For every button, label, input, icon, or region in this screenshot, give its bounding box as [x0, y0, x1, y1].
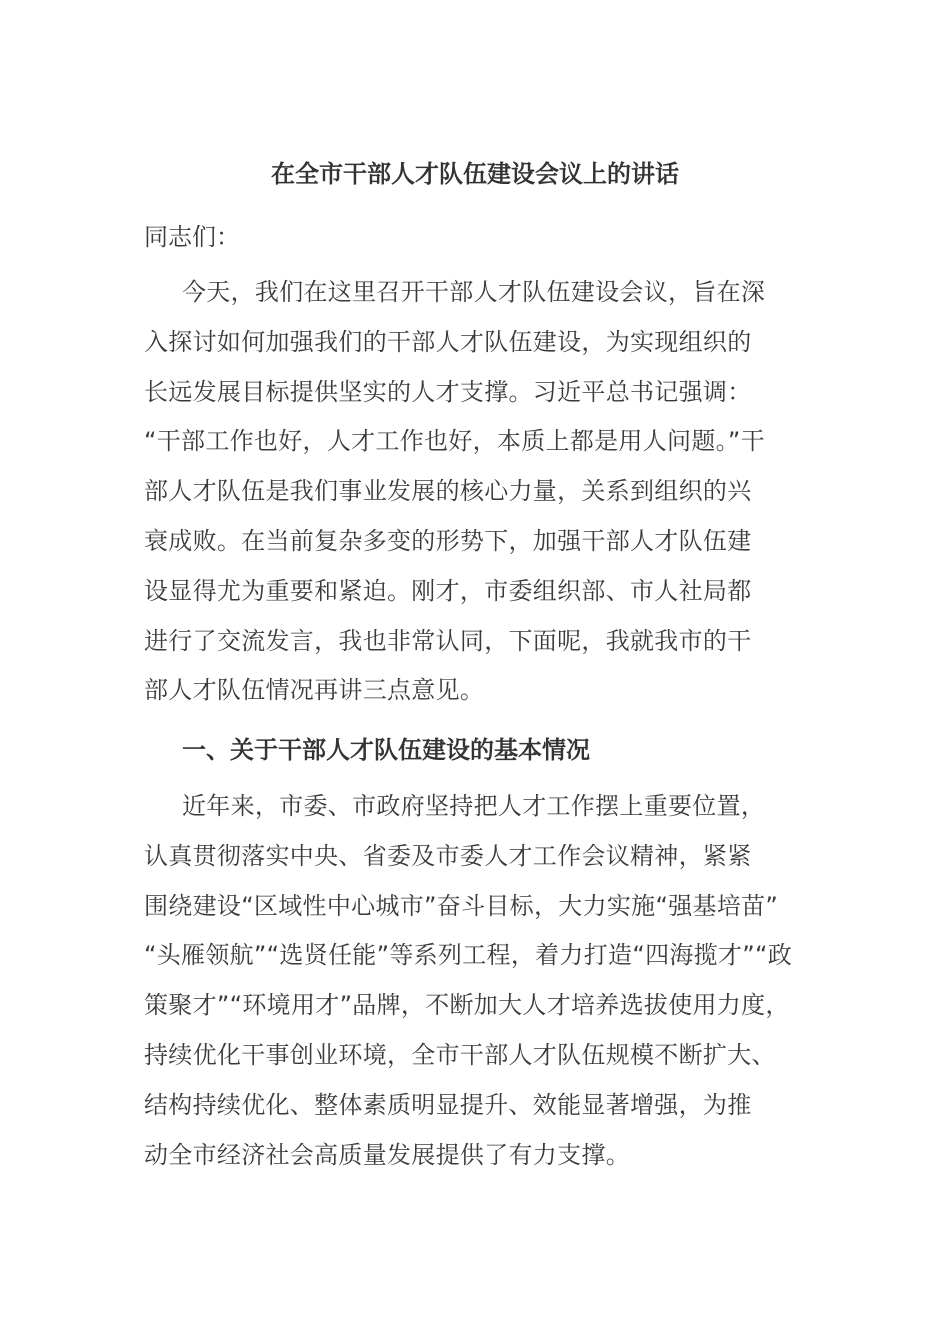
- document-title: 在全市干部人才队伍建设会议上的讲话: [271, 160, 679, 188]
- paragraph-line: 认真贯彻落实中央、省委及市委人才工作会议精神，紧紧: [144, 841, 752, 870]
- paragraph-line: 近年来，市委、市政府坚持把人才工作摆上重要位置，: [182, 792, 766, 820]
- paragraph-opening: [144, 268, 806, 716]
- paragraph-line: 长远发展目标提供坚实的人才支撑。习近平总书记强调：: [144, 377, 752, 406]
- paragraph-line: 动全市经济社会高质量发展提供了有力支撑。: [144, 1140, 630, 1169]
- paragraph-section1: [144, 782, 806, 1180]
- paragraph-line: 部人才队伍是我们事业发展的核心力量，关系到组织的兴: [144, 477, 752, 506]
- paragraph-line: 部人才队伍情况再讲三点意见。: [144, 676, 485, 705]
- section-heading: 一、关于干部人才队伍建设的基本情况: [182, 736, 590, 764]
- paragraph-line: 衰成败。在当前复杂多变的形势下，加强干部人才队伍建: [144, 526, 752, 555]
- paragraph-line: 设显得尤为重要和紧迫。刚才，市委组织部、市人社局都: [144, 576, 752, 605]
- paragraph-line: 结构持续优化、整体素质明显提升、效能显著增强，为推: [144, 1090, 752, 1119]
- paragraph-line: 持续优化干事创业环境，全市干部人才队伍规模不断扩大、: [144, 1040, 776, 1069]
- paragraph-line: 入探讨如何加强我们的干部人才队伍建设，为实现组织的: [144, 327, 752, 356]
- salutation: 同志们：: [144, 223, 240, 251]
- paragraph-line: 策聚才”“环境用才”品牌，不断加大人才培养选拔使用力度，: [144, 991, 790, 1020]
- paragraph-line: 围绕建设“区域性中心城市”奋斗目标，大力实施“强基培苗”: [144, 891, 779, 920]
- paragraph-line: 今天，我们在这里召开干部人才队伍建设会议，旨在深: [182, 278, 766, 306]
- paragraph-line: 进行了交流发言，我也非常认同，下面呢，我就我市的干: [144, 626, 752, 655]
- paragraph-line: “干部工作也好，人才工作也好，本质上都是用人问题。”干: [144, 427, 765, 456]
- paragraph-line: “头雁领航”“选贤任能”等系列工程，着力打造“四海揽才”“政: [144, 941, 793, 970]
